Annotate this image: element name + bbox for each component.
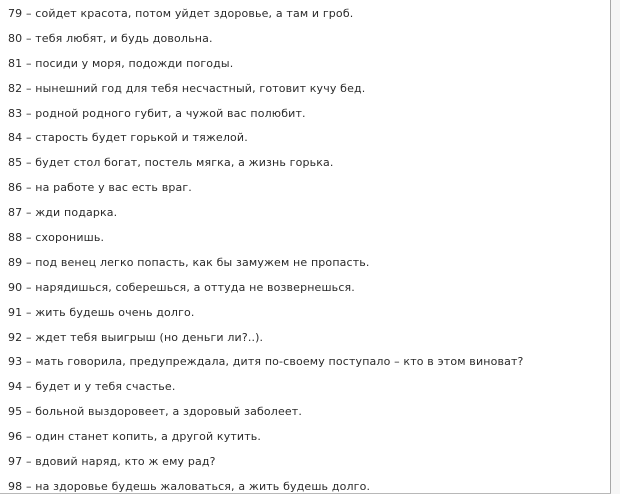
list-item: 91 – жить будешь очень долго. <box>8 305 195 319</box>
list-item: 93 – мать говорила, предупреждала, дитя по-своему поступало – кто в этом виноват? <box>8 355 524 369</box>
list-item: 87 – жди подарка. <box>8 206 118 220</box>
list-item: 89 – под венец легко попасть, как бы замужем не пропасть. <box>8 255 370 269</box>
list-item: 88 – схоронишь. <box>8 231 105 245</box>
list-item: 82 – нынешний год для тебя несчастный, готовит кучу бед. <box>8 81 366 95</box>
fortune-list <box>8 4 606 502</box>
list-item: 90 – нарядишься, соберешься, а оттуда не возвернешься. <box>8 280 355 294</box>
list-item: 92 – ждет тебя выигрыш (но деньги ли?..). <box>8 330 264 344</box>
list-item: 83 – родной родного губит, а чужой вас полюбит. <box>8 106 306 120</box>
list-item: 84 – старость будет горькой и тяжелой. <box>8 131 248 145</box>
list-item: 97 – вдовий наряд, кто ж ему рад? <box>8 455 216 469</box>
list-item: 79 – сойдет красота, потом уйдет здоровье, а там и гроб. <box>8 7 354 20</box>
list-item: 96 – один станет копить, а другой кутить. <box>8 430 262 444</box>
panel-right-edge <box>610 0 620 494</box>
list-item: 95 – больной выздоровеет, а здоровый заболеет. <box>8 405 302 419</box>
list-item: 94 – будет и у тебя счастье. <box>8 380 176 394</box>
list-item: 85 – будет стол богат, постель мягка, а жизнь горька. <box>8 156 334 170</box>
list-item: 98 – на здоровье будешь жаловаться, а жить будешь долго. <box>8 479 371 493</box>
list-item: 81 – посиди у моря, подожди погоды. <box>8 56 234 70</box>
list-item: 80 – тебя любят, и будь довольна. <box>8 31 213 45</box>
list-item: 86 – на работе у вас есть враг. <box>8 181 192 195</box>
